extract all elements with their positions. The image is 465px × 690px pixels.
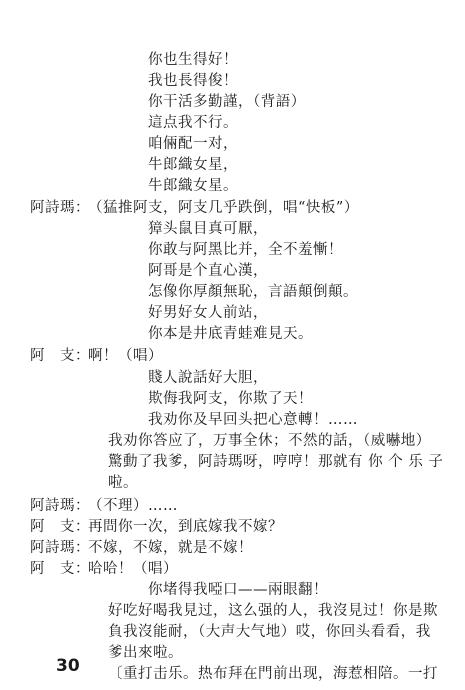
text-line: 牛郎織女星。 <box>148 178 238 194</box>
dialogue-line: 哈哈！（唱） <box>88 561 178 577</box>
dialogue-line: 不嫁，不嫁，就是不嫁！ <box>88 540 253 556</box>
text-line: 你也生得好！ <box>148 52 238 68</box>
speaker-label: 阿 支： <box>30 348 90 364</box>
text-line: 我也長得俊！ <box>148 73 238 89</box>
text-line: 你本是井底青蛙难見天。 <box>148 326 313 342</box>
text-line: 獐头鼠目真可厭， <box>148 221 268 237</box>
speaker-label: 阿詩瑪： <box>30 540 90 556</box>
text-line: 好吃好喝我見过，这么强的人，我沒見过！你是欺 <box>108 603 438 619</box>
text-line: 爹出來啦。 <box>108 645 183 661</box>
text-line: 你堵得我啞口——兩眼翻！ <box>148 582 328 598</box>
text-line: 〔重打击乐。热布拜在門前出现，海惹相陪。一打 <box>108 666 438 682</box>
dialogue-line: 啊！（唱） <box>88 348 163 364</box>
text-line: 驚動了我爹，阿詩瑪呀，哼哼！那就有 你 个 乐 子 <box>108 454 444 470</box>
page-number: 30 <box>56 656 80 676</box>
dialogue-line: 再問你一次，到底嫁我不嫁？ <box>88 519 283 535</box>
dialogue-line: （不理）…… <box>88 498 178 514</box>
text-line: 我劝你答应了，万事全休；不然的話，（威嚇地） <box>108 433 431 449</box>
text-line: 負我沒能耐，（大声大气地）哎，你回头看看，我 <box>108 624 431 640</box>
speaker-label: 阿 支： <box>30 561 90 577</box>
text-line: 欺侮我阿支，你欺了天！ <box>148 391 313 407</box>
text-line: 這点我不行。 <box>148 115 238 131</box>
speaker-label: 阿詩瑪： <box>30 200 90 216</box>
dialogue-line: （猛推阿支，阿支几乎跌倒，唱“快板”） <box>88 200 359 216</box>
speaker-label: 阿詩瑪： <box>30 498 90 514</box>
text-line: 怎像你厚顏無恥，言語顛倒顛。 <box>148 284 358 300</box>
text-line: 好男好女人前站， <box>148 305 268 321</box>
text-line: 你干活多勤謹，（背語） <box>148 94 306 110</box>
speaker-label: 阿 支： <box>30 519 90 535</box>
text-line: 阿哥是个直心漢， <box>148 263 268 279</box>
text-line: 賤人說話好大胆， <box>148 370 268 386</box>
text-line: 咱倆配一对， <box>148 136 238 152</box>
text-line: 啦。 <box>108 475 138 491</box>
text-line: 你敢与阿黑比并，全不羞慚！ <box>148 242 343 258</box>
text-line: 牛郎織女星， <box>148 157 238 173</box>
text-line: 我劝你及早回头把心意轉！…… <box>148 412 358 428</box>
